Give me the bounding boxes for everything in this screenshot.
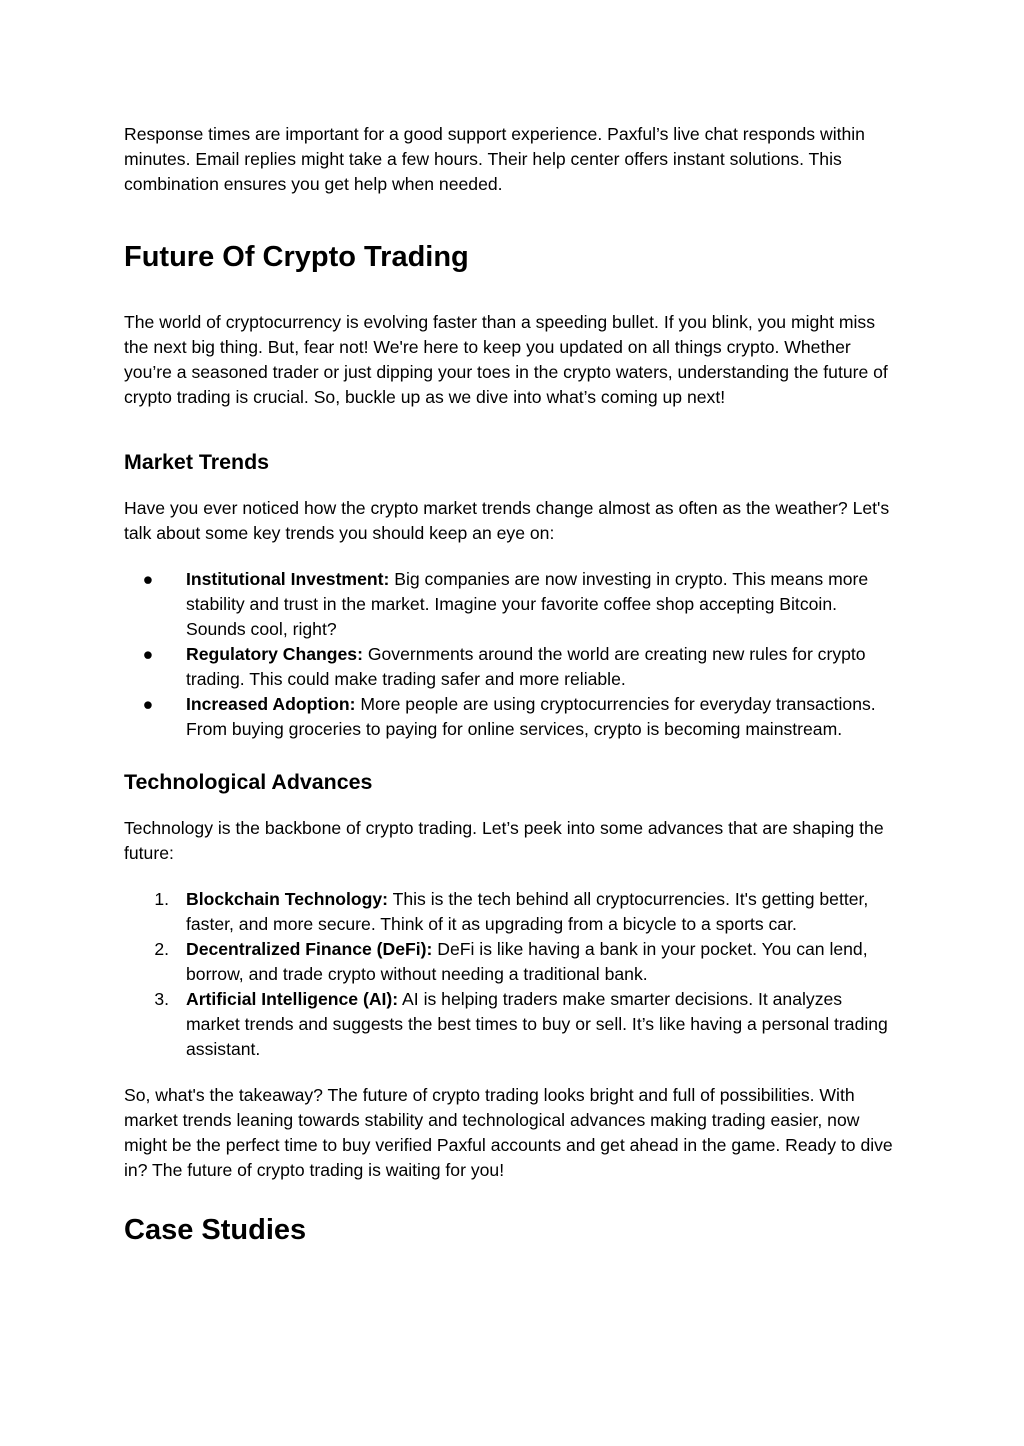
document-page — [124, 122, 899, 1247]
list-item-text: Governments around the world are creating new rules for crypto trading. This could make trading safer and more reliable. — [186, 644, 866, 689]
future-paragraph: The world of cryptocurrency is evolving faster than a speeding bullet. If you blink, you might miss the next big thing. But, fear not! We're here to keep you updated on all things crypto. Whether you’re a seasoned trader or just dipping your toes in the crypto waters, understanding the future of crypto trading is crucial. So, buckle up as we dive into what’s coming up next! — [124, 312, 888, 407]
list-item — [124, 987, 899, 1062]
bullet-icon: ● — [142, 644, 154, 664]
tech-advances-paragraph: Technology is the backbone of crypto trading. Let’s peek into some advances that are shaping the future: — [124, 818, 884, 863]
list-item-term: Institutional Investment: — [186, 569, 390, 589]
takeaway-paragraph: So, what's the takeaway? The future of crypto trading looks bright and full of possibilities. With market trends leaning towards stability and technological advances making trading easier, now might be the perfect time to buy verified Paxful accounts and get ahead in the game. Ready to dive in? The future of crypto trading is waiting for you! — [124, 1085, 893, 1180]
list-item — [124, 887, 899, 937]
list-item-term: Artificial Intelligence (AI): — [186, 989, 399, 1009]
list-item — [124, 937, 899, 987]
tech-advances-list — [124, 887, 899, 1062]
list-item-term: Regulatory Changes: — [186, 644, 363, 664]
heading-technological-advances: Technological Advances — [124, 770, 373, 794]
market-trends-paragraph: Have you ever noticed how the crypto market trends change almost as often as the weather? Let's talk about some key trends you should keep an eye on: — [124, 498, 890, 543]
list-item-term: Decentralized Finance (DeFi): — [186, 939, 433, 959]
list-item — [124, 692, 899, 742]
list-item-text: This is the tech behind all cryptocurrencies. It's getting better, faster, and more secure. Think of it as upgrading from a bicycle to a sports car. — [186, 889, 869, 934]
list-item — [124, 567, 899, 642]
bullet-icon: ● — [142, 694, 154, 714]
list-number: 1. — [154, 889, 169, 909]
list-number: 2. — [154, 939, 169, 959]
intro-paragraph: Response times are important for a good support experience. Paxful’s live chat responds within minutes. Email replies might take a few hours. Their help center offers instant solutions. This combination ensures you get help when needed. — [124, 124, 865, 194]
list-item — [124, 642, 899, 692]
list-item-text: More people are using cryptocurrencies for everyday transactions. From buying groceries to paying for online services, crypto is becoming mainstream. — [186, 694, 876, 739]
list-number: 3. — [154, 989, 169, 1009]
bullet-icon: ● — [142, 569, 154, 589]
market-trends-list — [124, 567, 899, 742]
list-item-term: Blockchain Technology: — [186, 889, 389, 909]
list-item-text: DeFi is like having a bank in your pocket. You can lend, borrow, and trade crypto without needing a traditional bank. — [186, 939, 868, 984]
list-item-text: Big companies are now investing in crypto. This means more stability and trust in the market. Imagine your favorite coffee shop accepting Bitcoin. Sounds cool, right? — [186, 569, 869, 639]
heading-future-of-crypto-trading: Future Of Crypto Trading — [124, 241, 469, 273]
heading-case-studies: Case Studies — [124, 1214, 307, 1246]
list-item-text: AI is helping traders make smarter decisions. It analyzes market trends and suggests the best times to buy or sell. It’s like having a personal trading assistant. — [186, 989, 888, 1059]
heading-market-trends: Market Trends — [124, 450, 270, 474]
list-item-term: Increased Adoption: — [186, 694, 356, 714]
